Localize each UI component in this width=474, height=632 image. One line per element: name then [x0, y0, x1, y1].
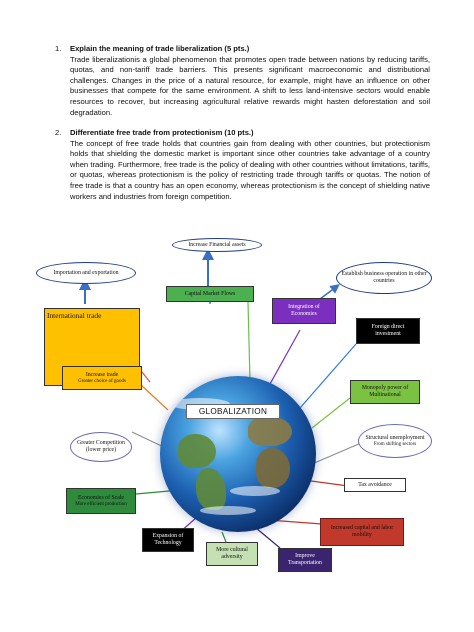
- oval-financial-assets: [172, 238, 262, 252]
- line-increase-trade: [140, 384, 168, 410]
- question-number: 1.: [55, 44, 62, 53]
- line-fdi: [300, 344, 356, 408]
- question-title: Explain the meaning of trade liberalization (5 pts.): [70, 44, 250, 53]
- node-sublabel: From shifting sectors: [373, 441, 417, 447]
- node-sublabel: More efficient production: [75, 501, 127, 507]
- line-capital: [248, 302, 250, 382]
- line-integration: [270, 330, 300, 384]
- box-integration: [272, 298, 336, 324]
- question-number: 2.: [55, 128, 62, 137]
- answer-text: Trade liberalizationis a global phenomenon that promotes open trade between nations by reducing tariffs, quotas, and non-tariff trade barriers. This presents significant macroeconomic and distributional challenges. Changes in the price of a natural resource, for example, might have an influence on other businesses that compete for the same environment. A shift to less land-intensive sectors would enable resources to recover, but increasing agricultural relative rewards might hasten deforestation and soil degradation.: [70, 54, 430, 117]
- node-label: Increased capital and labor mobility: [330, 525, 394, 538]
- node-label: Foreign direct investment: [371, 324, 405, 337]
- line-cultural: [222, 532, 226, 542]
- box-capital-market: [166, 286, 254, 302]
- oval-import-export: [36, 262, 136, 284]
- node-label: Integration of Economies: [288, 304, 320, 317]
- node-label: Structural unemployment: [365, 434, 425, 441]
- node-label: Greater Competition (lower price): [77, 440, 125, 453]
- node-label: Monopoly power of Multinational: [361, 385, 409, 398]
- line-monopoly: [312, 398, 350, 428]
- box-increase-trade: [62, 366, 142, 390]
- node-sublabel: Greater choice of goods: [78, 378, 126, 384]
- question-title: Differentiate free trade from protectionism (10 pts.): [70, 128, 254, 137]
- oval-establish-business: [336, 262, 432, 294]
- question-1: [55, 44, 430, 118]
- node-label: Importation and exportation: [53, 269, 119, 276]
- box-capital-labor: [320, 518, 404, 546]
- globe-image: [160, 376, 316, 532]
- box-economies-of-scale: [66, 488, 136, 514]
- node-label: Economies of Scale: [77, 494, 125, 501]
- line-transport: [256, 528, 280, 548]
- node-label: Increase trade: [85, 371, 119, 378]
- node-label: Tax avoidance: [358, 481, 392, 488]
- oval-structural: [358, 424, 432, 458]
- box-transport: [278, 548, 332, 572]
- box-monopoly: [350, 380, 420, 404]
- box-technology: [142, 528, 194, 552]
- globalization-label: GLOBALIZATION: [186, 404, 280, 419]
- node-label: More cultural adversity: [216, 547, 248, 560]
- node-label: Expansion of Technology: [152, 533, 184, 546]
- node-label: Capital Market Flows: [184, 290, 236, 297]
- oval-competition: [70, 432, 132, 462]
- node-label: International trade: [47, 311, 102, 320]
- box-fdi: [356, 318, 420, 344]
- globalization-diagram: [0, 232, 474, 632]
- question-2: [55, 128, 430, 202]
- answer-text: The concept of free trade holds that countries gain from dealing with other countries, but protectionism holds that shielding the domestic market is important since other countries take advantage of a country when trading. Furthermore, free trade is the policy of dealing with other countries without limitations, tariffs, or quotas, whereas protectionism is the policy of restricting trade through tariffs or quotas. The notion of free trade is that a country has an open economy, whereas protectionism is the concept of shielding native workers and industries from foreign competition.: [70, 138, 430, 201]
- box-cultural: [206, 542, 258, 566]
- node-label: Establish business operation in other countries: [341, 271, 427, 284]
- node-label: Increase Financial assets: [188, 241, 246, 248]
- box-tax-avoidance: [344, 478, 406, 492]
- node-label: Improve Transportation: [288, 553, 322, 566]
